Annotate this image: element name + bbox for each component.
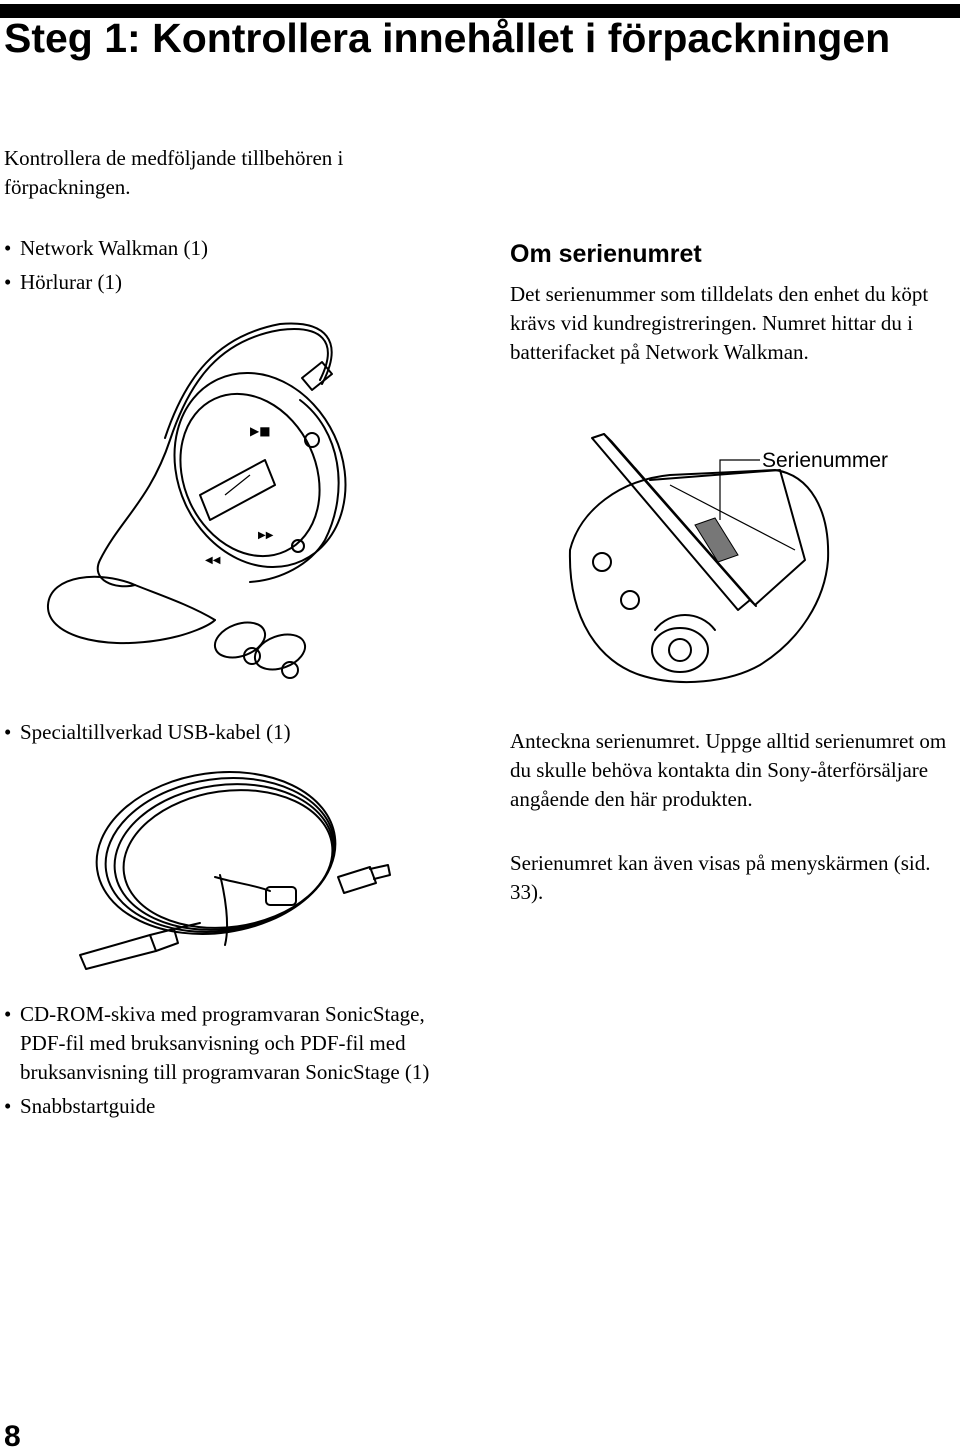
page-number: 8	[4, 1420, 21, 1453]
svg-text:◀◀: ◀◀	[205, 555, 221, 566]
package-list-2	[4, 718, 444, 752]
usb-cable-illustration	[70, 765, 400, 970]
list-item-headphones: • Hörlurar (1)	[4, 268, 444, 297]
page-title: Steg 1: Kontrollera innehållet i förpackningen	[4, 15, 891, 61]
serial-body-text: Det serienummer som tilldelats den enhet du köpt krävs vid kundregistreringen. Numret hittar du i batterifacket på Network Walkman.	[510, 282, 929, 364]
serial-note-2: Serienumret kan även visas på menyskärmen (sid. 33).	[510, 851, 931, 904]
serial-heading: Om serienumret	[510, 240, 702, 268]
serial-note-1: Anteckna serienumret. Uppge alltid serienumret om du skulle behöva kontakta din Sony-återförsäljare angående den här produkten.	[510, 729, 947, 811]
list-item-walkman: • Network Walkman (1)	[4, 234, 444, 263]
list-item-usb-cable: • Specialtillverkad USB-kabel (1)	[4, 718, 444, 747]
intro-text: Kontrollera de medföljande tillbehören i förpackningen.	[4, 146, 344, 199]
svg-text:▶■: ▶■	[250, 424, 271, 438]
package-list-3	[4, 1000, 444, 1126]
list-item-cd-rom: • CD-ROM-skiva med programvaran SonicStage, PDF-fil med bruksanvisning och PDF-fil med bruksanvisning till programvaran SonicStage (1)	[4, 1000, 444, 1087]
svg-text:▶▶: ▶▶	[258, 530, 274, 541]
list-item-quick-guide: • Snabbstartguide	[4, 1092, 444, 1121]
serial-callout-label: Serienummer	[762, 449, 889, 472]
walkman-illustration	[40, 320, 360, 690]
package-list-1	[4, 234, 444, 302]
